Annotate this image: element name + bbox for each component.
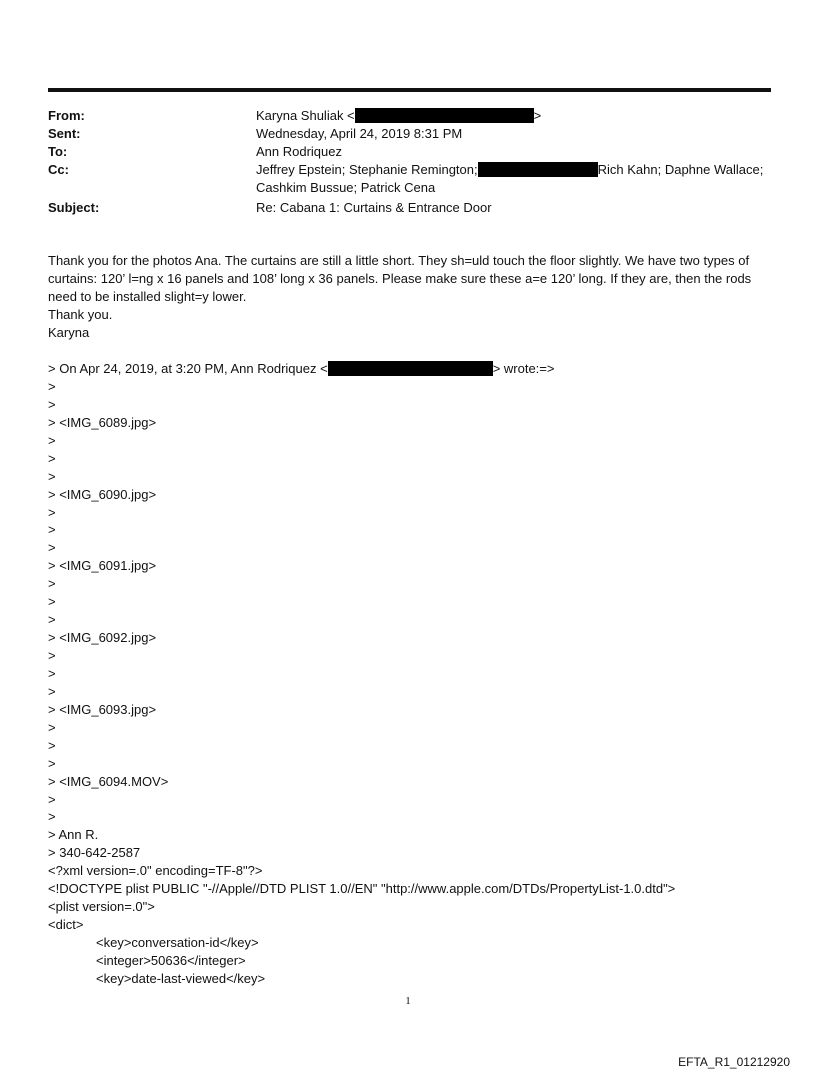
xml-line: <integer>50636</integer> bbox=[96, 952, 246, 968]
quote-line: > bbox=[48, 522, 56, 538]
subject-value: Re: Cabana 1: Curtains & Entrance Door bbox=[256, 200, 492, 215]
quote-signature-phone: > 340-642-2587 bbox=[48, 845, 141, 861]
attachment-line: > <IMG_6089.jpg> bbox=[48, 414, 157, 430]
document-id: EFTA_R1_01212920 bbox=[678, 1055, 790, 1069]
from-value bbox=[256, 107, 541, 125]
attachment-line: > <IMG_6093.jpg> bbox=[48, 701, 157, 717]
xml-line: <dict> bbox=[48, 917, 84, 933]
from-label: From: bbox=[48, 108, 85, 123]
redaction-bar bbox=[328, 361, 493, 376]
attachment-line: > <IMG_6090.jpg> bbox=[48, 486, 157, 502]
xml-line: <!DOCTYPE plist PUBLIC "-//Apple//DTD PLIST 1.0//EN" "http://www.apple.com/DTDs/PropertyList-1.0.dtd"> bbox=[48, 881, 676, 897]
quote-line: > bbox=[48, 594, 56, 610]
xml-line: <plist version=.0"> bbox=[48, 899, 155, 915]
sent-value: Wednesday, April 24, 2019 8:31 PM bbox=[256, 126, 463, 141]
header-rule bbox=[48, 88, 771, 92]
quote-line: > bbox=[48, 737, 56, 753]
cc-names-a: Jeffrey Epstein; Stephanie Remington; bbox=[256, 162, 478, 177]
quote-intro-end: > wrote:=> bbox=[492, 361, 555, 376]
xml-line: <key>conversation-id</key> bbox=[96, 935, 259, 950]
attachment-line: > <IMG_6094.MOV> bbox=[48, 773, 169, 789]
quote-line: > bbox=[48, 432, 56, 448]
to-value: Ann Rodriquez bbox=[256, 144, 342, 159]
quote-line: > bbox=[48, 540, 56, 556]
quote-line: > bbox=[48, 504, 56, 520]
subject-label: Subject: bbox=[48, 200, 100, 215]
xml-line: <key>date-last-viewed</key> bbox=[96, 970, 266, 986]
quote-intro bbox=[48, 360, 773, 378]
quote-line: > bbox=[48, 755, 56, 771]
cc-names-b: Rich Kahn; Daphne Wallace; bbox=[597, 162, 764, 177]
message-body bbox=[48, 252, 773, 342]
quote-line: > bbox=[48, 665, 56, 681]
quote-line: > bbox=[48, 450, 56, 466]
body-paragraph: Thank you for the photos Ana. The curtains are still a little short. They sh=uld touch the floor slightly. We have two types of curtains: 120’ l=ng x 16 panels and 108’ long x 36 panels. Please make sure these a=e 120’ long. If they are, then the rods need to be installed slight=y lower. bbox=[48, 253, 752, 304]
body-thanks: Thank you. bbox=[48, 307, 113, 322]
page-number: 1 bbox=[405, 995, 411, 1007]
quote-line: > bbox=[48, 683, 56, 699]
from-name: Karyna Shuliak < bbox=[256, 108, 355, 123]
cc-value-line2: Cashkim Bussue; Patrick Cena bbox=[256, 180, 436, 195]
redaction-bar bbox=[478, 162, 598, 177]
cc-label: Cc: bbox=[48, 162, 69, 177]
quote-line: > bbox=[48, 576, 56, 592]
attachment-line: > <IMG_6091.jpg> bbox=[48, 558, 157, 574]
xml-line: <?xml version=.0" encoding=TF-8"?> bbox=[48, 863, 263, 879]
quoted-message bbox=[48, 360, 773, 988]
quote-line: > bbox=[48, 468, 56, 484]
from-suffix: > bbox=[533, 108, 542, 123]
quote-line: > bbox=[48, 612, 56, 628]
quote-signature-name: > Ann R. bbox=[48, 827, 99, 843]
quote-intro-text: > On Apr 24, 2019, at 3:20 PM, Ann Rodriquez < bbox=[48, 361, 328, 376]
sent-label: Sent: bbox=[48, 126, 81, 141]
quote-line: > bbox=[48, 396, 56, 412]
quote-line: > bbox=[48, 378, 56, 394]
quote-line: > bbox=[48, 791, 56, 807]
to-label: To: bbox=[48, 144, 68, 159]
body-signature: Karyna bbox=[48, 325, 90, 340]
quote-line: > bbox=[48, 648, 56, 663]
attachment-line: > <IMG_6092.jpg> bbox=[48, 630, 157, 646]
redaction-bar bbox=[355, 108, 534, 123]
quote-line: > bbox=[48, 809, 56, 825]
cc-value-line1 bbox=[256, 161, 763, 179]
quote-line: > bbox=[48, 719, 56, 735]
